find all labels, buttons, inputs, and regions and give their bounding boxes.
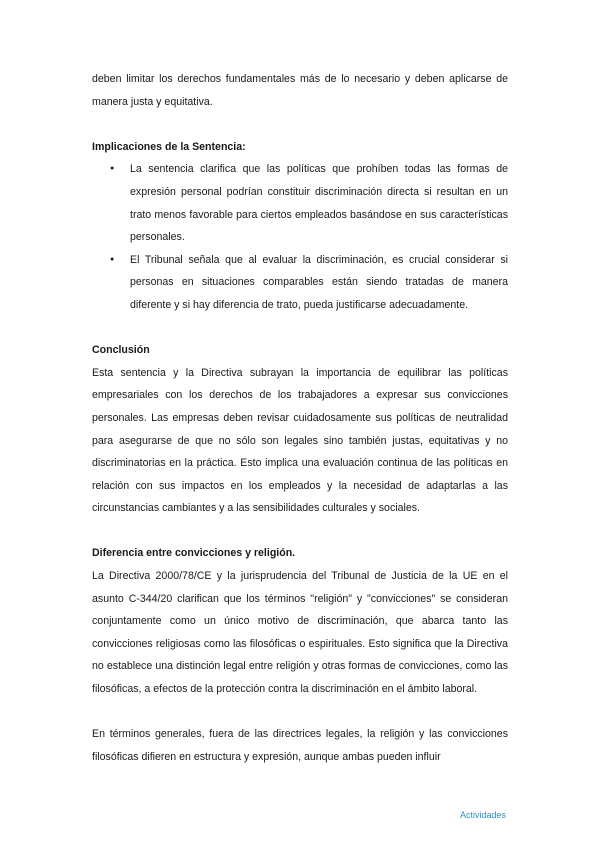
conclusion-paragraph: Esta sentencia y la Directiva subrayan la importancia de equilibrar las políticas empresariales con los derechos de los trabajadores a expresar sus convicciones personales. Las empresas deben revisar cuidadosamente sus políticas de neutralidad para asegurarse de que no sólo son legales sino también justas, equitativas y no discriminatorias en la práctica. Esto implica una evaluación continua de las políticas en relación con sus impactos en los empleados y la necesidad de adaptarlas a las circunstancias cambiantes y a las sensibilidades culturales y sociales. — [92, 366, 508, 515]
diferencia-paragraph: La Directiva 2000/78/CE y la jurisprudencia del Tribunal de Justicia de la UE en el asunto C-344/20 clarifican que los términos "religión" y "convicciones" se consideran conjuntamente como un único motivo de discriminación, que abarca tanto las convicciones religiosas como las filosóficas o espirituales. Esto significa que la Directiva no establece una distinción legal entre religión y otras formas de convicciones, como las filosóficas, a efectos de la protección contra la discriminación en el ámbito laboral. — [92, 570, 508, 696]
diferencia-heading: Diferencia entre convicciones y religión. — [92, 547, 296, 560]
list-item: ● La sentencia clarifica que las políticas que prohíben todas las formas de expresión personal podrían constituir discriminación directa si resultan en un trato menos favorable para ciertos empleados basándose en sus características personales. — [92, 158, 508, 248]
diferencia-paragraph-2: En términos generales, fuera de las directrices legales, la religión y las convicciones filosóficas difieren en estructura y expresión, aunque ambas pueden influir — [92, 728, 508, 763]
implicaciones-heading: Implicaciones de la Sentencia: — [92, 140, 246, 153]
list-item: ● El Tribunal señala que al evaluar la discriminación, es crucial considerar si personas en situaciones comparables están siendo tratadas de manera diferente y si hay diferencia de trato, pueda justificarse adecuadamente. — [92, 249, 508, 317]
document-body — [92, 68, 508, 768]
footer-activities-link[interactable]: Actividades — [459, 810, 506, 820]
implicaciones-list — [92, 158, 508, 316]
conclusion-heading: Conclusión — [92, 344, 150, 357]
intro-paragraph: deben limitar los derechos fundamentales más de lo necesario y deben aplicarse de manera justa y equitativa. — [92, 73, 508, 108]
